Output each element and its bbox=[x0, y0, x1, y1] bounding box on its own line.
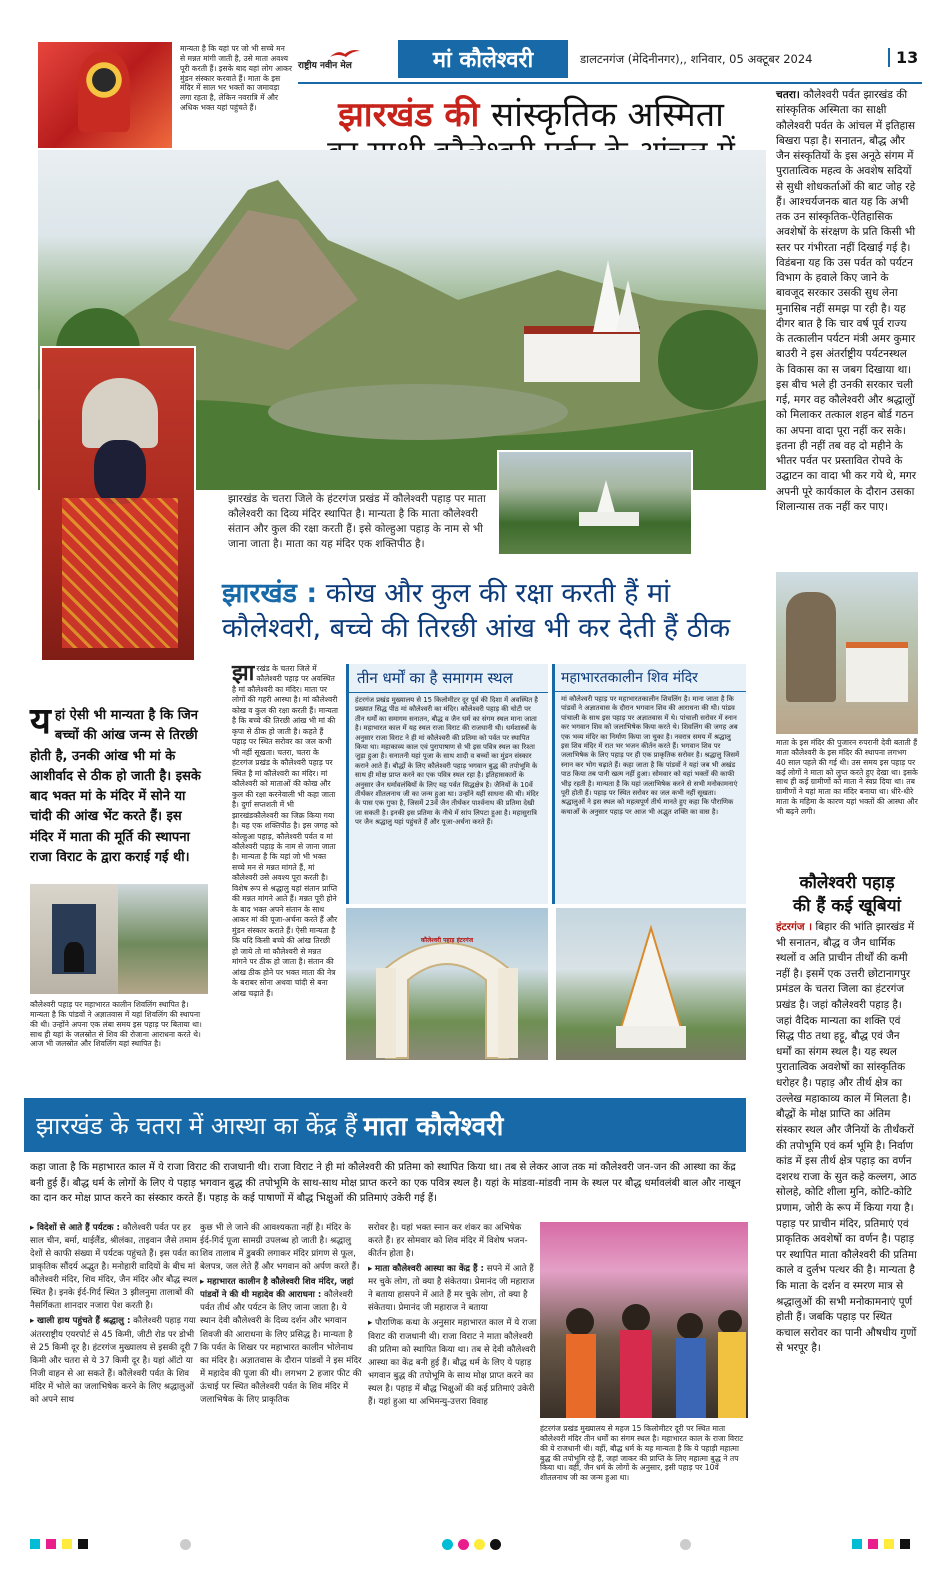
story-drop: झा bbox=[232, 661, 255, 686]
mahabharat-text: मां कौलेश्वरी पहाड़ पर महाभारतकालीन शिवलिंग है। माना जाता है कि पांडवों ने अज्ञातवास के दौरान भगवान शिव की आराधना की थी। पांडव पांचाली के साथ इस पहाड़ पर अज्ञातवास में थे। पांचाली सरोवर में स्नान कर भगवान शिव को जलाभिषेक किया करते थे। शिवलिंग की जगह अब एक भव्य मंदिर का निर्माण किया जा चुका है। नवरात्र समय में श्रद्धालु इस शिव मंदिर में रात भर भजन कीर्तन करते हैं। भगवान शिव पर जलाभिषेक के लिए पहाड़ पर ही एक प्राकृतिक सरोवर है। श्रद्धालु जिसमें स्नान कर भोग चढ़ाते हैं। कहा जाता है कि पांडवों ने यहां जब भी अखंड पाठ किया तब पानी खत्म नहीं हुआ। सोमवार को यहां भक्तों की काफी भीड़ रहती है। मान्यता है कि यहां जलाभिषेक करने से सभी मनोकामनाएं पूरी होती हैं। पहाड़ पर स्थित सरोवर का जल कभी नहीं सूखता। श्रद्धालुओं ने इस स्थल को महत्वपूर्ण तीर्थ मानते हुए कहा कि पौराणिक कथाओं के अनुसार पहाड़ पर आज भी अद्भुत शक्ति का वास है। bbox=[561, 695, 740, 816]
temple-tree-photo bbox=[776, 572, 918, 734]
headline-red: झारखंड की bbox=[338, 95, 480, 135]
three-religions-box bbox=[346, 664, 548, 904]
section-title: मां कौलेश्वरी bbox=[432, 48, 534, 73]
subhead-prefix: झारखंड : bbox=[222, 578, 318, 609]
print-marks bbox=[0, 1534, 945, 1554]
spire-temple-photo bbox=[556, 908, 746, 1060]
bottom-item: ▸ खाली हाथ पहुंचते हैं श्रद्धालु : कौलेश्वरी पहाड़ गया अंतरराष्ट्रीय एयरपोर्ट से 45 किमी, जीटी रोड पर डोभी से 25 किमी दूर है। हंटरगंज मुख्यालय से इसकी दूरी 7 किमी और चतरा से ये 37 किमी दूर है। यहां ऑटो या निजी वाहन से आ सकते हैं। कौलेश्वरी पर्वत के शिव मंदिर में भोले का जलाभिषेक करने के लिए श्रद्धालुओं को अपने साथ bbox=[30, 1316, 199, 1405]
section-tab bbox=[398, 40, 568, 78]
devotees-crowd-photo bbox=[540, 1222, 748, 1418]
subhead bbox=[222, 576, 767, 646]
entrance-arch-photo bbox=[346, 908, 548, 1060]
pullquote-text: हां ऐसी भी मान्यता है कि जिन बच्चों की आंख जन्म से तिरछी होती है, उनकी आंख भी मां के आशीर्वाद से ठीक हो जाती है। इसके बाद भक्त मां के मंदिर में सोने या चांदी की आंख भेंट करते हैं। इस मंदिर में माता की मूर्ति की स्थापना राजा विराट के द्वारा कराई गई थी। bbox=[30, 708, 201, 865]
shivling-caption: कौलेश्वरी पहाड़ पर महाभारत कालीन शिवलिंग स्थापित है। मान्यता है कि पांडवों ने अज्ञातवास में यहां शिवलिंग की स्थापना की थी। उन्होंने अपना एक लंबा समय इस पहाड़ पर बिताया था। साथ ही यहां के जलस्रोत से शिव की रोजाना आराधना करते थे। आज भी जलस्रोत और शिवलिंग यहां स्थापित है। bbox=[30, 1000, 202, 1049]
arch-sign-text: कौलेश्वरी पहाड़ हंटरगंज bbox=[420, 937, 474, 944]
temple-hill-photo bbox=[497, 450, 693, 556]
bottom-item: ▸ महाभारत कालीन है कौलेश्वरी शिव मंदिर, जहां पांडवों ने की थी महादेव की आराधना : कौलेश्वरी पर्वत तीर्थ और पर्यटन के लिए जाना जाता है। ये स्थान देवी कौलेश्वरी के दिव्य दर्शन और भगवान शिवजी की आराधना के लिए प्रसिद्ध है। मान्यता है कि पर्वत के शिखर पर महाभारत कालीन भोलेनाथ का मंदिर है। अज्ञातवास के दौरान पांडवों ने इस मंदिर में महादेव की पूजा की थी। लगभग 2 हजार फीट की ऊंचाई पर स्थित कौलेश्वरी पर्वत के शिव मंदिर में जलाभिषेक के लिए प्राकृतिक bbox=[200, 1277, 362, 1405]
bottom-col-1 bbox=[30, 1222, 200, 1532]
bottom-item: कुछ भी ले जाने की आवश्यकता नहीं है। मंदिर के ईर्द-गिर्द पूजा सामग्री उपलब्ध हो जाती है। श्रद्धालु शिव तालाब में डुबकी लगाकर मंदिर प्रांगण से फूल, बेलपत्र, जल लेते हैं और भगवान को अर्पण करते हैं। bbox=[200, 1223, 360, 1273]
aastha-banner bbox=[24, 1098, 746, 1152]
right-lead: चतरा। bbox=[776, 89, 800, 101]
pullquote bbox=[30, 701, 208, 868]
bottom-col-3 bbox=[368, 1222, 538, 1532]
goddess-idol-photo bbox=[40, 346, 196, 662]
shivling-shrine-photo bbox=[30, 884, 118, 994]
three-religions-text: हंटरगंज प्रखंड मुख्यालय से 15 किलोमीटर दूर पूर्व की दिशा में अवस्थित है प्रख्यात सिद्ध पीठ मां कौलेश्वरी का मंदिर। कौलेश्वरी पहाड़ की चोटी पर तीन धर्मों का समागम सनातन, बौद्ध व जैन धर्म का संगम स्थल माना जाता है। महाभारत काल में यह स्थल राजा विराट की राजधानी थी। धर्मशास्त्रों के अनुसार राजा विराट ने ही मां कौलेश्वरी की प्रतिमा को पर्वत पर स्थापित किया था। महाकाव्य काल एवं पुरापाषाण से भी इस पवित्र स्थल का रिश्ता जुड़ा हुआ है। सनातनी यहां पूजा के साथ शादी व बच्चों का मुंडन संस्कार कराने आते हैं। बौद्धों के लिए कौलेश्वरी पहाड़ भगवान बुद्ध की तपोभूमि के साथ ही मोक्ष प्राप्त करने का एक पवित्र स्थल रहा है। इतिहासकारों के अनुसार जैन धर्मावलंबियों के लिए यह पर्वत सिद्धक्षेत्र है। जैनियों के 10वें तीर्थंकर शीतलनाथ जी का जन्म हुआ था। उन्होंने यहीं साधना की थी। मंदिर के पास एक गुफा है, जिसमें 23वें जैन तीर्थंकर पार्श्वनाथ की प्रतिमा देखी जा सकती है। इनकी इस प्रतिमा के नीचे में सांप लिपटा हुआ है। महासुरात्रि पर जैन श्रद्धालु यहां पहुंचते हैं और पूजा-अर्चना करते हैं। bbox=[355, 696, 539, 827]
main-photo-caption: झारखंड के चतरा जिले के हंटरगंज प्रखंड में कौलेश्वरी पहाड़ पर माता कौलेश्वरी का दिव्य मंदिर स्थापित है। मान्यता है कि माता कौलेश्वरी संतान और कुल की रक्षा करती हैं। इसे कोल्हुआ पहाड़ के नाम से भी जाना जाता है। माता का यह मंदिर एक शक्तिपीठ है। bbox=[228, 493, 486, 550]
features-text: बिहार की भांति झारखंड में भी सनातन, बौद्ध व जैन धार्मिक स्थलों व अति प्राचीन तीर्थों की कमी नहीं है। इसमें एक उत्तरी छोटानागपुर प्रमंडल के चतरा जिला का हंटरगंज प्रखंड है। जहां कौलेश्वरी पहाड़ है। जहां वैदिक मान्यता का शक्ति एवं सिद्ध पीठ तथा हट्टू, बौद्ध एवं जैन धर्मों का संगम स्थल है। यह स्थल पुरातात्विक अवशेषों का सांस्कृतिक धरोहर है। पहाड़ और तीर्थ क्षेत्र का उल्लेख महाकाव्य काल में मिलता है। बौद्धों के मोक्ष प्राप्ति का अंतिम संस्कार स्थल और जैनियों के तीर्थंकरों की तपोभूमि एवं कर्म भूमि है। निर्वाण कांड में इस तीर्थ क्षेत्र पहाड़ का वर्णन दशरथ राजा के सुत कहे कल्लग, आठ सोलहे, कोटि शीला मुनि, कोटि-कोटि प्रणाम, जोरी के रूप में किया गया है। पहाड़ पर प्राचीन मंदिर, प्रतिमाएं एवं प्राकृतिक अवशेषों का वर्णन है। पहाड़ पर स्थापित माता कौलेश्वरी की प्रतिमा काले व दुर्लभ पत्थर की है। मान्यता है कि माता के दर्शन व स्मरण मात्र से श्रद्धालुओं की सभी मनोकामनाएं पूर्ण होती हैं। जबकि पहाड़ पर स्थित कचाल सरोवर का पानी औषधीय गुणों से भरपूर है। bbox=[776, 921, 917, 1355]
bottom-col-2 bbox=[200, 1222, 364, 1532]
subhead-line2: कौलेश्वरी, बच्चे की तिरछी आंख भी कर देती हैं ठीक bbox=[222, 613, 731, 645]
goddess-small-photo bbox=[38, 42, 172, 148]
hill-water-photo bbox=[118, 884, 208, 994]
header-rule bbox=[298, 82, 922, 84]
banner-bold: माता कौलेश्वरी bbox=[363, 1112, 504, 1142]
story-text: रखंड के चतरा जिले में कौलेश्वरी पहाड़ पर अवस्थित है मां कौलेश्वरी का मंदिर। माता पर लोगों की गहरी आस्था है। मां कौलेश्वरी कोख व कुल की रक्षा करती हैं। मान्यता है कि बच्चे की तिरछी आंख भी मां की कृपा से ठीक हो जाती है। कहते हैं पहाड़ पर स्थित सरोवर का जल कभी भी नहीं सूखता। चतरा, चतरा के हंटरगंज प्रखंड के कौलेश्वरी पहाड़ पर स्थित है मां कौलेश्वरी का मंदिर। मां कौलेश्वरी को माताओं की कोख और कुल की रक्षा करनेवाली भी कहा जाता है। दुर्गा सप्तशती में भी झारखंडकौलेश्वरी का जिक्र किया गया है। यह एक शक्तिपीठ है। इस जगह को कोल्हुआ पहाड़, कौलेश्वरी पर्वत व मां कौलेश्वरी पहाड़ के नाम से जाना जाता है। मान्यता है कि यहां जो भी भक्त सच्चे मन से मन्नत मांगते हैं, मां कौलेश्वरी उसे अवश्य पूरा करती है। विशेष रूप से श्रद्धालु यहां संतान प्राप्ति की मन्नत मांगने आते हैं। मन्नत पूरी होने के बाद भक्त अपने संतान के साथ आकर मां की पूजा-अर्चना करते हैं और मुंडन संस्कार कराते हैं। ऐसी मान्यता है कि यदि किसी बच्चे की आंख तिरछी हो जाये तो मां कौलेश्वरी से मन्नत मांगने पर ठीक हो जाता है। संतान की आंख ठीक होने पर भक्त माता की नेत्र के बराबर सोना अथवा चांदी से बना आंख चढ़ाते हैं। bbox=[232, 664, 339, 998]
pullquote-drop: य bbox=[30, 701, 51, 742]
three-religions-title: तीन धर्मों का है समागम स्थल bbox=[349, 664, 548, 693]
features-title-1: कौलेश्वरी पहाड़ bbox=[799, 873, 895, 893]
mahabharat-box bbox=[552, 664, 746, 904]
dateline: डालटनगंज (मेदिनीनगर),, शनिवार, 05 अक्टूबर 2024 bbox=[580, 52, 813, 66]
features-box bbox=[776, 870, 918, 1357]
features-title-2: की हैं कई खूबियां bbox=[793, 896, 901, 916]
headline-rest: सांस्कृतिक अस्मिता bbox=[491, 95, 724, 135]
right-text: कौलेश्वरी पर्वत झारखंड की सांस्कृतिक अस्मिता का साक्षी कौलेश्वरी पर्वत के आंचल में इतिहास बिखरा पड़ा है। सनातन, बौद्ध और जैन संस्कृतियों के इस अनूठे संगम में पुरातात्विक महत्व के अवशेष सदियों से सुधी शोधकर्ताओं की बाट जोह रहे हैं। आश्चर्यजनक बात यह कि अभी तक उन सांस्कृतिक-ऐतिहासिक अवशेषों के संरक्षण के प्रति किसी भी स्तर पर गंभीरता नहीं दिखाई गई है। विडंबना यह कि उस पर्वत को पर्यटन विभाग के हवाले किए जाने के बावजूद सरकार उसकी सुध लेना मुनासिब नहीं समझ पा रही है। यह दीगर बात है कि चार वर्ष पूर्व राज्य के तत्कालीन पर्यटन मंत्री अमर कुमार बाउरी ने इस अंतर्राष्ट्रीय पर्यटनस्थल के विकास का स जबग दिखाया था। इस बीच भले ही उनकी सरकार चली गई, मगर वह कौलेश्वरी और श्रद्धालुों को मिलाकर तत्काल शहन बोर्ड गठन का अपना वादा पूरा नहीं कर सके। इतना ही नहीं तब वह दो महीने के भीतर पर्वत पर प्रस्तावित रोपवे के उद्घाटन का वादा भी कर गये थे, मगर अपनी पूरे कार्यकाल के दौरान उसका शिलान्यास तक नहीं कर पाए। bbox=[776, 89, 917, 513]
bottom-item: ▸ विदेशों से आते हैं पर्यटक : कौलेश्वरी पर्वत पर हर साल चीन, बर्मा, थाईलैंड, श्रीलंका, ताइवान जैसे तमाम देशों से काफी संख्या में पर्यटक पहुंचते हैं। इस पर्वत का प्राकृतिक सौंदर्य अद्भुत है। मनोहारी वादियों के बीच मां कौलेश्वरी मंदिर, शिव मंदिर, जैन मंदिर और बौद्ध स्थल स्थित है। इनके ईर्द-गिर्द स्थित 3 झीलनुमा तालाबों की नैसर्गिकता शानदार नजारा पेश करती है। bbox=[30, 1223, 199, 1312]
bottom-item: ▸ पौराणिक कथा के अनुसार महाभारत काल में ये राजा विराट की राजधानी थी। राजा विराट ने माता कौलेश्वरी की प्रतिमा को स्थापित किया था। तब से देवी कौलेश्वरी आस्था का केंद्र बनी हुई हैं। बौद्ध धर्म के लिए ये पहाड़ भगवान बुद्ध की तपोभूमि के साथ मोक्ष प्राप्त करने का स्थल है। पहाड़ में बौद्ध भिक्षुओं की कई प्रतिमाएं उकेरी हैं। यहां हुआ था अभिमन्यु-उत्तरा विवाह bbox=[368, 1318, 537, 1407]
temple-caption: माता के इस मंदिर की पुजारन रुपरानी देवी बताती हैं माता कौलेश्वरी के इस मंदिर की स्थापना लगभग 40 साल पहले की गई थी। उस समय इस पहाड़ पर कई लोगों ने माता को लुप्त करते हुए देखा था। इसके साथ ही कई ग्रामीणों को माता ने स्वप्न दिया था। तब ग्रामीणों ने यहां माता का मंदिर बनाया था। धीरे-धीरे माता के महिमा के कारण यहां भक्तों की आस्था और भी बढ़ने लगी। bbox=[776, 738, 918, 817]
banner-prefix: झारखंड के चतरा में आस्था का केंद्र हैं bbox=[36, 1111, 358, 1140]
mahabharat-title: महाभारतकालीन शिव मंदिर bbox=[555, 664, 746, 692]
bottom-item: ▸ माता कौलेश्वरी आस्था का केंद्र हैं : सपने में आते हैं मर चुके लोग, तो क्या है संकेतया। प्रेमानंद जी महाराज ने बताया हासपने में आते हैं मर चुके लोग, तो क्या है संकेतया। प्रेमानंद जी महाराज ने बताया bbox=[368, 1264, 535, 1314]
brand-logo bbox=[298, 44, 394, 76]
banner-intro: कहा जाता है कि महाभारत काल में ये राजा विराट की राजधानी थी। राजा विराट ने ही मां कौलेश्वरी की प्रतिमा को स्थापित किया था। तब से लेकर आज तक मां कौलेश्वरी जन-जन की आस्था का केंद्र बनी हुई हैं। बौद्ध धर्म के लोगों के लिए ये पहाड़ भगवान बुद्ध की तपोभूमि के साथ-साथ मोक्ष प्राप्त करने का एक पवित्र स्थल है। यहां के मांडवा-मांडवी नाम के स्थल पर बौद्ध धर्मावलंबी बाल और नाखून का दान कर मोक्ष प्राप्त करने का संस्कार करते हैं। पहाड़ के कई पाषाणों में बौद्ध भिक्षुओं की प्रतिमाएं उकेरी गई हैं। bbox=[30, 1162, 741, 1204]
page-number: 13 bbox=[888, 48, 922, 67]
crowd-caption: हंटरगंज प्रखंड मुख्यालय से महज 15 किलोमीटर दूरी पर स्थित माता कौलेश्वरी मंदिर तीन धर्मों का संगम स्थल है। महाभारत काल के राजा विराट की ये राजधानी थी। वहीं, बौद्ध धर्म के यह मान्यता है कि ये पहाड़ी महात्मा बुद्ध की तपोभूमि रहे हैं, जहां जाकर की प्राप्ति के लिए महात्मा बुद्ध ने तप किया था। वहीं, जैन धर्म के लोगों के अनुसार, इसी पहाड़ पर 10वें शीतलनाथ जी का जन्म हुआ था। bbox=[540, 1424, 744, 1483]
bird-icon bbox=[328, 44, 362, 56]
right-column-top bbox=[776, 88, 918, 515]
masthead bbox=[298, 40, 922, 80]
bottom-item: सरोवर है। यहां भक्त स्नान कर शंकर का अभिषेक करते हैं। हर सोमवार को शिव मंदिर में विशेष भजन-कीर्तन होता है। bbox=[368, 1223, 528, 1260]
top-caption: मान्यता है कि यहां पर जो भी सच्चे मन से मन्नत मांगी जाती है, उसे माता अवश्य पूरी करती हैं। इसके बाद यहां लोग आकर मुंडन संस्कार करवाते हैं। माता के इस मंदिर में साल भर भक्तों का जमावड़ा लगा रहता है, लेकिन नवरात्रि में और अधिक भक्त यहां पहुंचते हैं। bbox=[180, 44, 292, 113]
features-lead: हंटरगंज । bbox=[776, 921, 813, 933]
story-column bbox=[232, 661, 339, 999]
brand-name: राष्ट्रीय नवीन मेल bbox=[298, 61, 352, 71]
subhead-line1: कोख और कुल की रक्षा करती हैं मां bbox=[325, 578, 671, 609]
